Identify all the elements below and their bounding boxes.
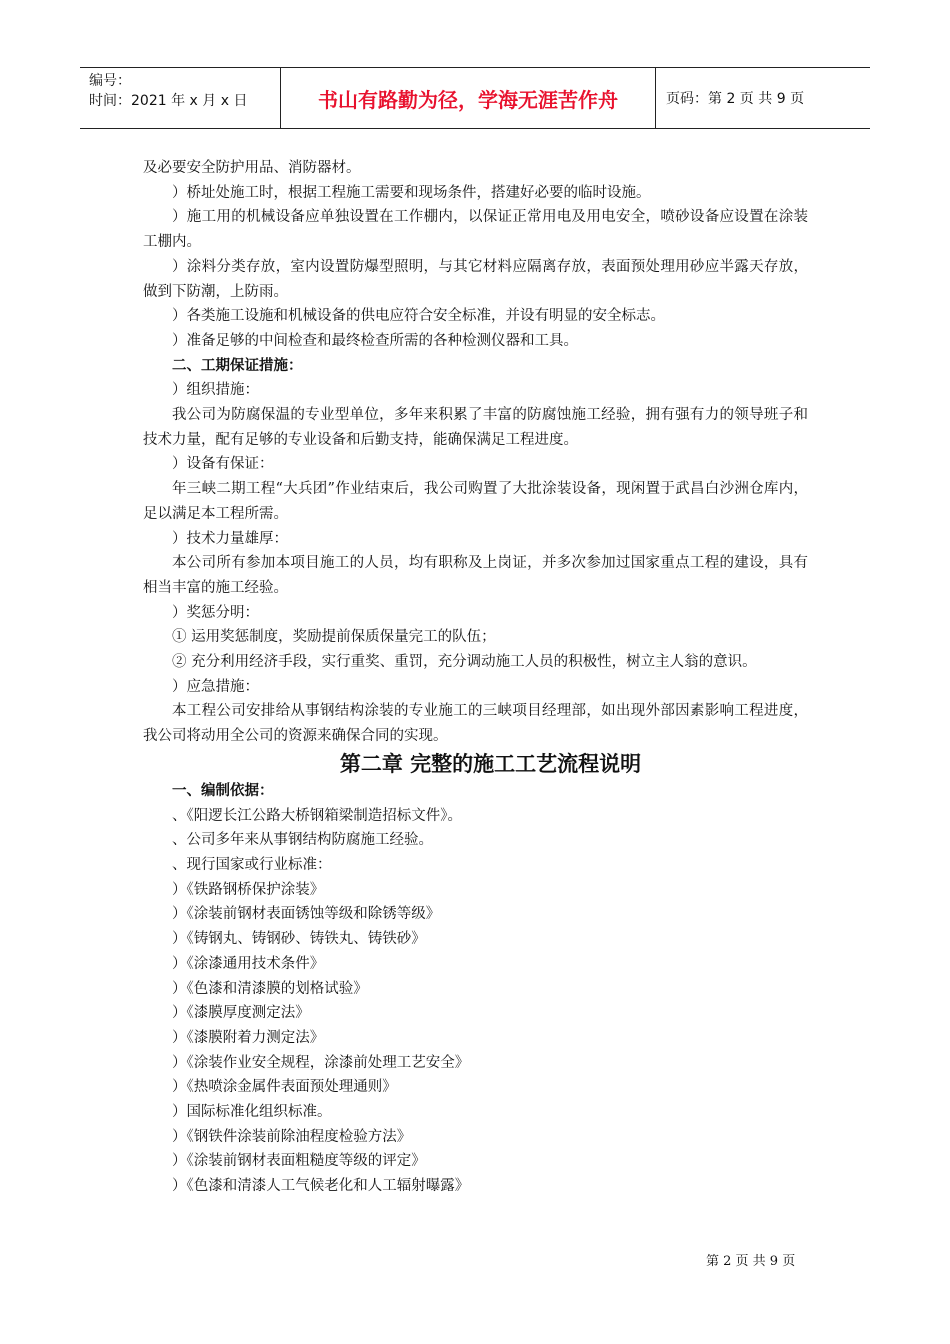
paragraph: ）各类施工设施和机械设备的供电应符合安全标准，并设有明显的安全标志。 — [172, 308, 665, 325]
header-page-label: 页码：第 2 页 共 9 页 — [666, 91, 805, 107]
paragraph: 我公司为防腐保温的专业型单位，多年来积累了丰富的防腐蚀施工经验，拥有强有力的领导班子和技术力量，配有足够的专业设备和后勤支持，能确保满足工程进度。 — [143, 407, 808, 448]
document-body — [143, 156, 808, 1199]
list-item: ）《涂装前钢材表面粗糙度等级的评定》 — [172, 1153, 426, 1170]
paragraph: ① 运用奖惩制度，奖励提前保质保量完工的队伍； — [172, 629, 496, 646]
list-item: ）《钢铁件涂装前除油程度检验方法》 — [172, 1128, 412, 1145]
paragraph: 及必要安全防护用品、消防器材。 — [143, 160, 361, 176]
list-item: ）《热喷涂金属件表面预处理通则》 — [172, 1079, 397, 1096]
list-item: ）《涂装前钢材表面锈蚀等级和除锈等级》 — [172, 906, 441, 923]
paragraph: ）准备足够的中间检查和最终检查所需的各种检测仪器和工具。 — [172, 332, 578, 349]
list-item: ）《漆膜附着力测定法》 — [172, 1029, 325, 1046]
paragraph: ）组织措施： — [172, 382, 259, 399]
list-item: ）《漆膜厚度测定法》 — [172, 1005, 310, 1022]
list-item: 、《阳逻长江公路大桥钢箱梁制造招标文件》。 — [172, 807, 462, 824]
time-label: 时间：2021 年 x 月 x 日 — [89, 93, 248, 109]
page-header — [80, 67, 870, 129]
paragraph: ）设备有保证： — [172, 456, 274, 473]
paragraph: ）施工用的机械设备应单独设置在工作棚内，以保证正常用电及用电安全，喷砂设备应设置在涂装工棚内。 — [143, 209, 808, 251]
header-motto: 书山有路勤为径，学海无涯苦作舟 — [281, 68, 656, 128]
chapter-title: 第二章 完整的施工工艺流程说明 — [339, 751, 642, 776]
list-item: 、现行国家或行业标准： — [172, 856, 332, 873]
header-meta — [80, 68, 281, 128]
list-item: 、公司多年来从事钢结构防腐施工经验。 — [172, 832, 433, 849]
list-item: ）《色漆和清漆膜的划格试验》 — [172, 980, 368, 997]
paragraph: 本公司所有参加本项目施工的人员，均有职称及上岗证，并多次参加过国家重点工程的建设，具有相当丰富的施工经验。 — [143, 555, 808, 596]
section-heading: 一、编制依据： — [172, 782, 274, 799]
paragraph: ）应急措施： — [172, 678, 259, 695]
paragraph: ）技术力量雄厚： — [172, 530, 288, 547]
page-footer: 第 2 页 共 9 页 — [706, 1254, 796, 1269]
list-item: ）《铁路钢桥保护涂装》 — [172, 881, 325, 898]
list-item: ）《涂装作业安全规程，涂漆前处理工艺安全》 — [172, 1054, 470, 1071]
paragraph: 本工程公司安排给从事钢结构涂装的专业施工的三峡项目经理部，如出现外部因素影响工程进度，我公司将动用全公司的资源来确保合同的实现。 — [143, 703, 808, 745]
list-item: ）《铸钢丸、铸钢砂、铸铁丸、铸铁砂》 — [172, 931, 426, 948]
paragraph: ）涂料分类存放，室内设置防爆型照明，与其它材料应隔离存放，表面预处理用砂应半露天存放，做到下防潮，上防雨。 — [143, 258, 808, 300]
number-label: 编号： — [89, 73, 131, 89]
paragraph: ）桥址处施工时，根据工程施工需要和现场条件，搭建好必要的临时设施。 — [172, 184, 651, 201]
section-heading: 二、工期保证措施： — [172, 357, 303, 374]
paragraph: ）奖惩分明： — [172, 604, 259, 621]
list-item: ）《涂漆通用技术条件》 — [172, 955, 325, 972]
list-item: ）《色漆和清漆人工气候老化和人工辐射曝露》 — [172, 1178, 470, 1195]
paragraph: ② 充分利用经济手段，实行重奖、重罚，充分调动施工人员的积极性，树立主人翁的意识。 — [172, 654, 757, 671]
list-item: ）国际标准化组织标准。 — [172, 1104, 332, 1121]
paragraph: 年三峡二期工程“大兵团”作业结束后，我公司购置了大批涂装设备，现闲置于武昌白沙洲仓库内，足以满足本工程所需。 — [143, 481, 808, 522]
